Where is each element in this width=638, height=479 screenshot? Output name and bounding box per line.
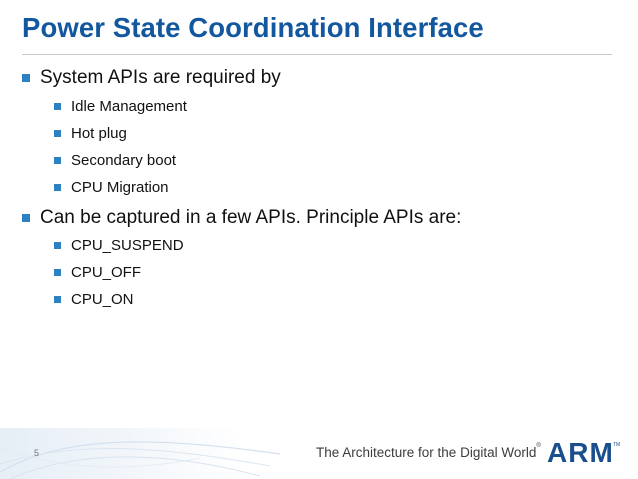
sub-bullet-text: Idle Management: [71, 98, 187, 115]
arm-logo-icon: ARM: [547, 437, 614, 468]
bullet-square-icon: [22, 74, 30, 82]
bullet-square-icon: [54, 296, 61, 303]
sub-bullet-text: CPU_OFF: [71, 264, 142, 281]
bullet-text: Can be captured in a few APIs. Principle APIs are:: [40, 207, 462, 228]
bullet-square-icon: [54, 130, 61, 137]
bullet-square-icon: [54, 184, 61, 191]
sub-bullet-text: CPU_SUSPEND: [71, 237, 184, 254]
footer-swirl-decoration: [0, 428, 280, 479]
sub-bullet-text: Hot plug: [71, 125, 127, 142]
page-number: 5: [34, 448, 40, 458]
bullet-square-icon: [54, 269, 61, 276]
tagline-text: The Architecture for the Digital World: [316, 445, 537, 460]
sub-bullet-text: CPU_ON: [71, 291, 134, 308]
bullet-square-icon: [54, 157, 61, 164]
title-divider: [22, 54, 612, 55]
bullet-square-icon: [54, 103, 61, 110]
bullet-text: System APIs are required by: [40, 67, 281, 88]
tagline-trademark: ®: [536, 443, 541, 449]
footer-tagline: [316, 445, 541, 460]
sub-bullet-text: CPU Migration: [71, 179, 169, 196]
sub-bullet-text: Secondary boot: [71, 152, 177, 169]
bullet-square-icon: [22, 214, 30, 222]
slide-footer: [0, 428, 638, 479]
arm-logo-trademark: TM: [613, 442, 621, 448]
slide-title: Power State Coordination Interface: [22, 12, 484, 43]
bullet-square-icon: [54, 242, 61, 249]
